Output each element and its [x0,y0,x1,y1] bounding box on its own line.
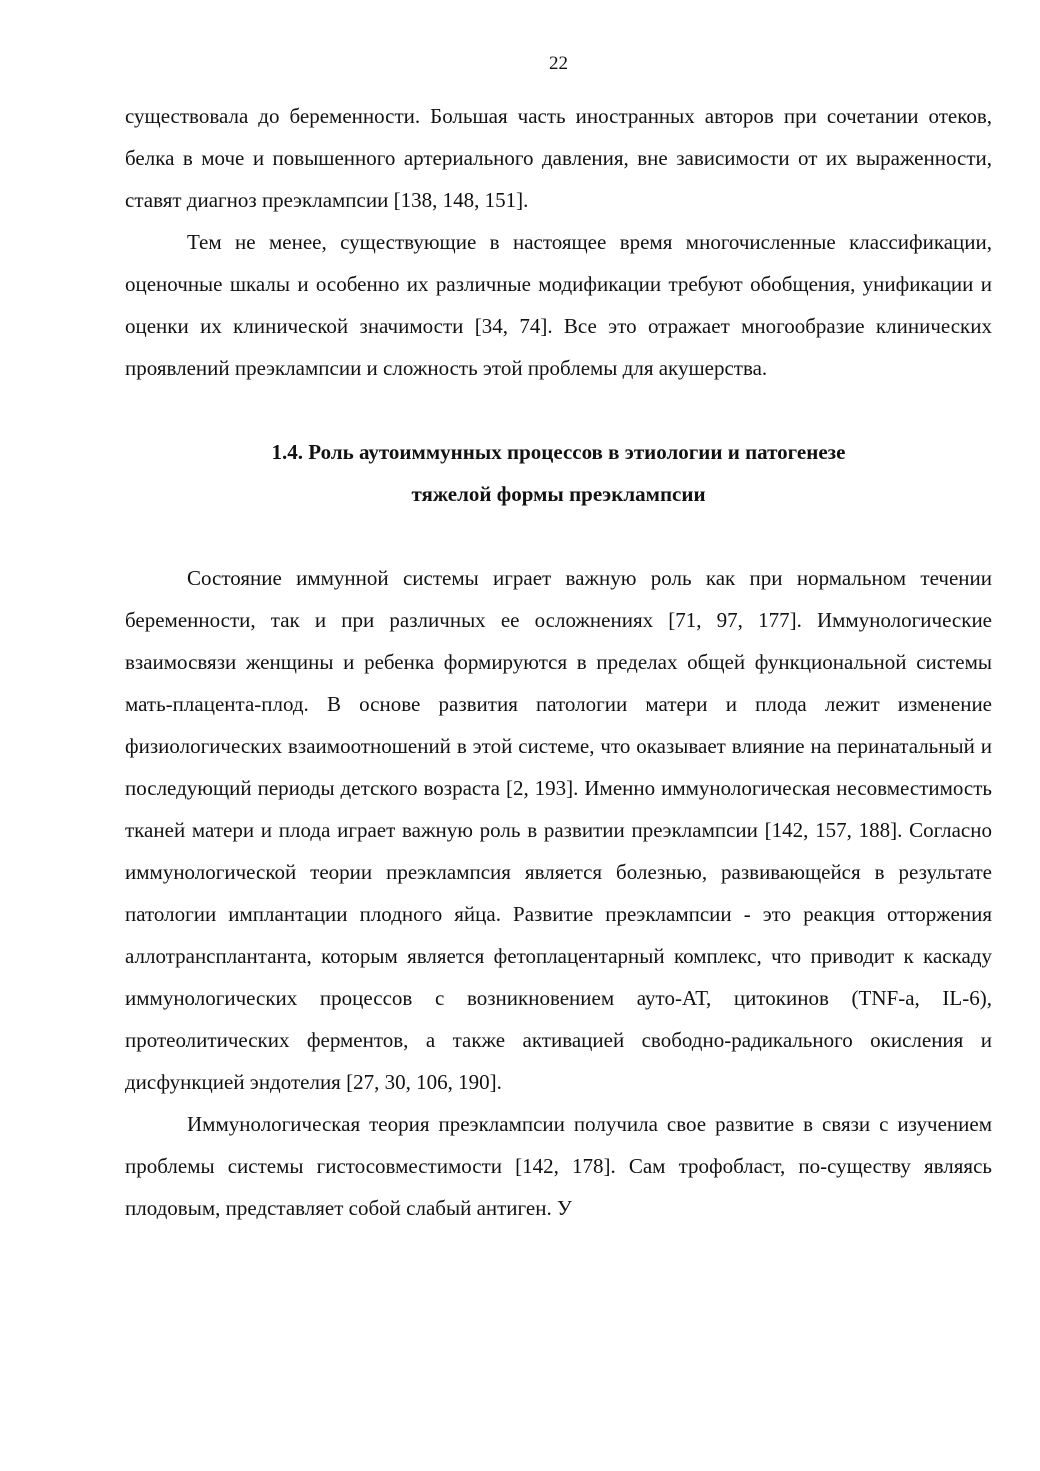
paragraph-classifications: Тем не менее, существующие в настоящее время многочисленные классификации, оценочные шкалы и особенно их различные модификации требуют обобщения, унификации и оценки их клинической значимости [34, 74]. Все это отражает многообразие клинических проявлений преэклампсии и сложность этой проблемы для акушерства. [125,230,992,380]
spacer [125,515,992,557]
paragraph-immune-system: Состояние иммунной системы играет важную роль как при нормальном течении беременности, так и при различных ее осложнениях [71, 97, 177]. Иммунологические взаимосвязи женщины и ребенка формируются в пределах общей функциональной системы мать-плацента-плод. В основе развития патологии матери и плода лежит изменение физиологических взаимоотношений в этой системе, что оказывает влияние на перинатальный и последующий периоды детского возраста [2, 193]. Именно иммунологическая несовместимость тканей матери и плода играет важную роль в развитии преэклампсии [142, 157, 188]. Согласно иммунологической теории преэклампсия является болезнью, развивающейся в результате патологии имплантации плодного яйца. Развитие преэклампсии - это реакция отторжения аллотрансплантанта, которым является фетоплацентарный комплекс, что приводит к каскаду иммунологических процессов с возникновением ауто-АТ, цитокинов (TNF-a, IL-6), протеолитических ферментов, а также активацией свободно-радикального окисления и дисфункцией эндотелия [27, 30, 106, 190]. [125,566,992,1094]
spacer [125,389,992,431]
document-body [125,95,992,1229]
section-heading-line-2: тяжелой формы преэклампсии [411,482,706,506]
page-number: 22 [549,53,568,74]
paragraph-immunological-theory: Иммунологическая теория преэклампсии получила свое развитие в связи с изучением проблемы системы гистосовместимости [142, 178]. Сам трофобласт, по-существу являясь плодовым, представляет собой слабый антиген. У [125,1112,992,1220]
paragraph-continuation: существовала до беременности. Большая часть иностранных авторов при сочетании отеков, белка в моче и повышенного артериального давления, вне зависимости от их выраженности, ставят диагноз преэклампсии [138, 148, 151]. [125,104,992,212]
section-heading-line-1: 1.4. Роль аутоиммунных процессов в этиологии и патогенезе [271,440,846,464]
